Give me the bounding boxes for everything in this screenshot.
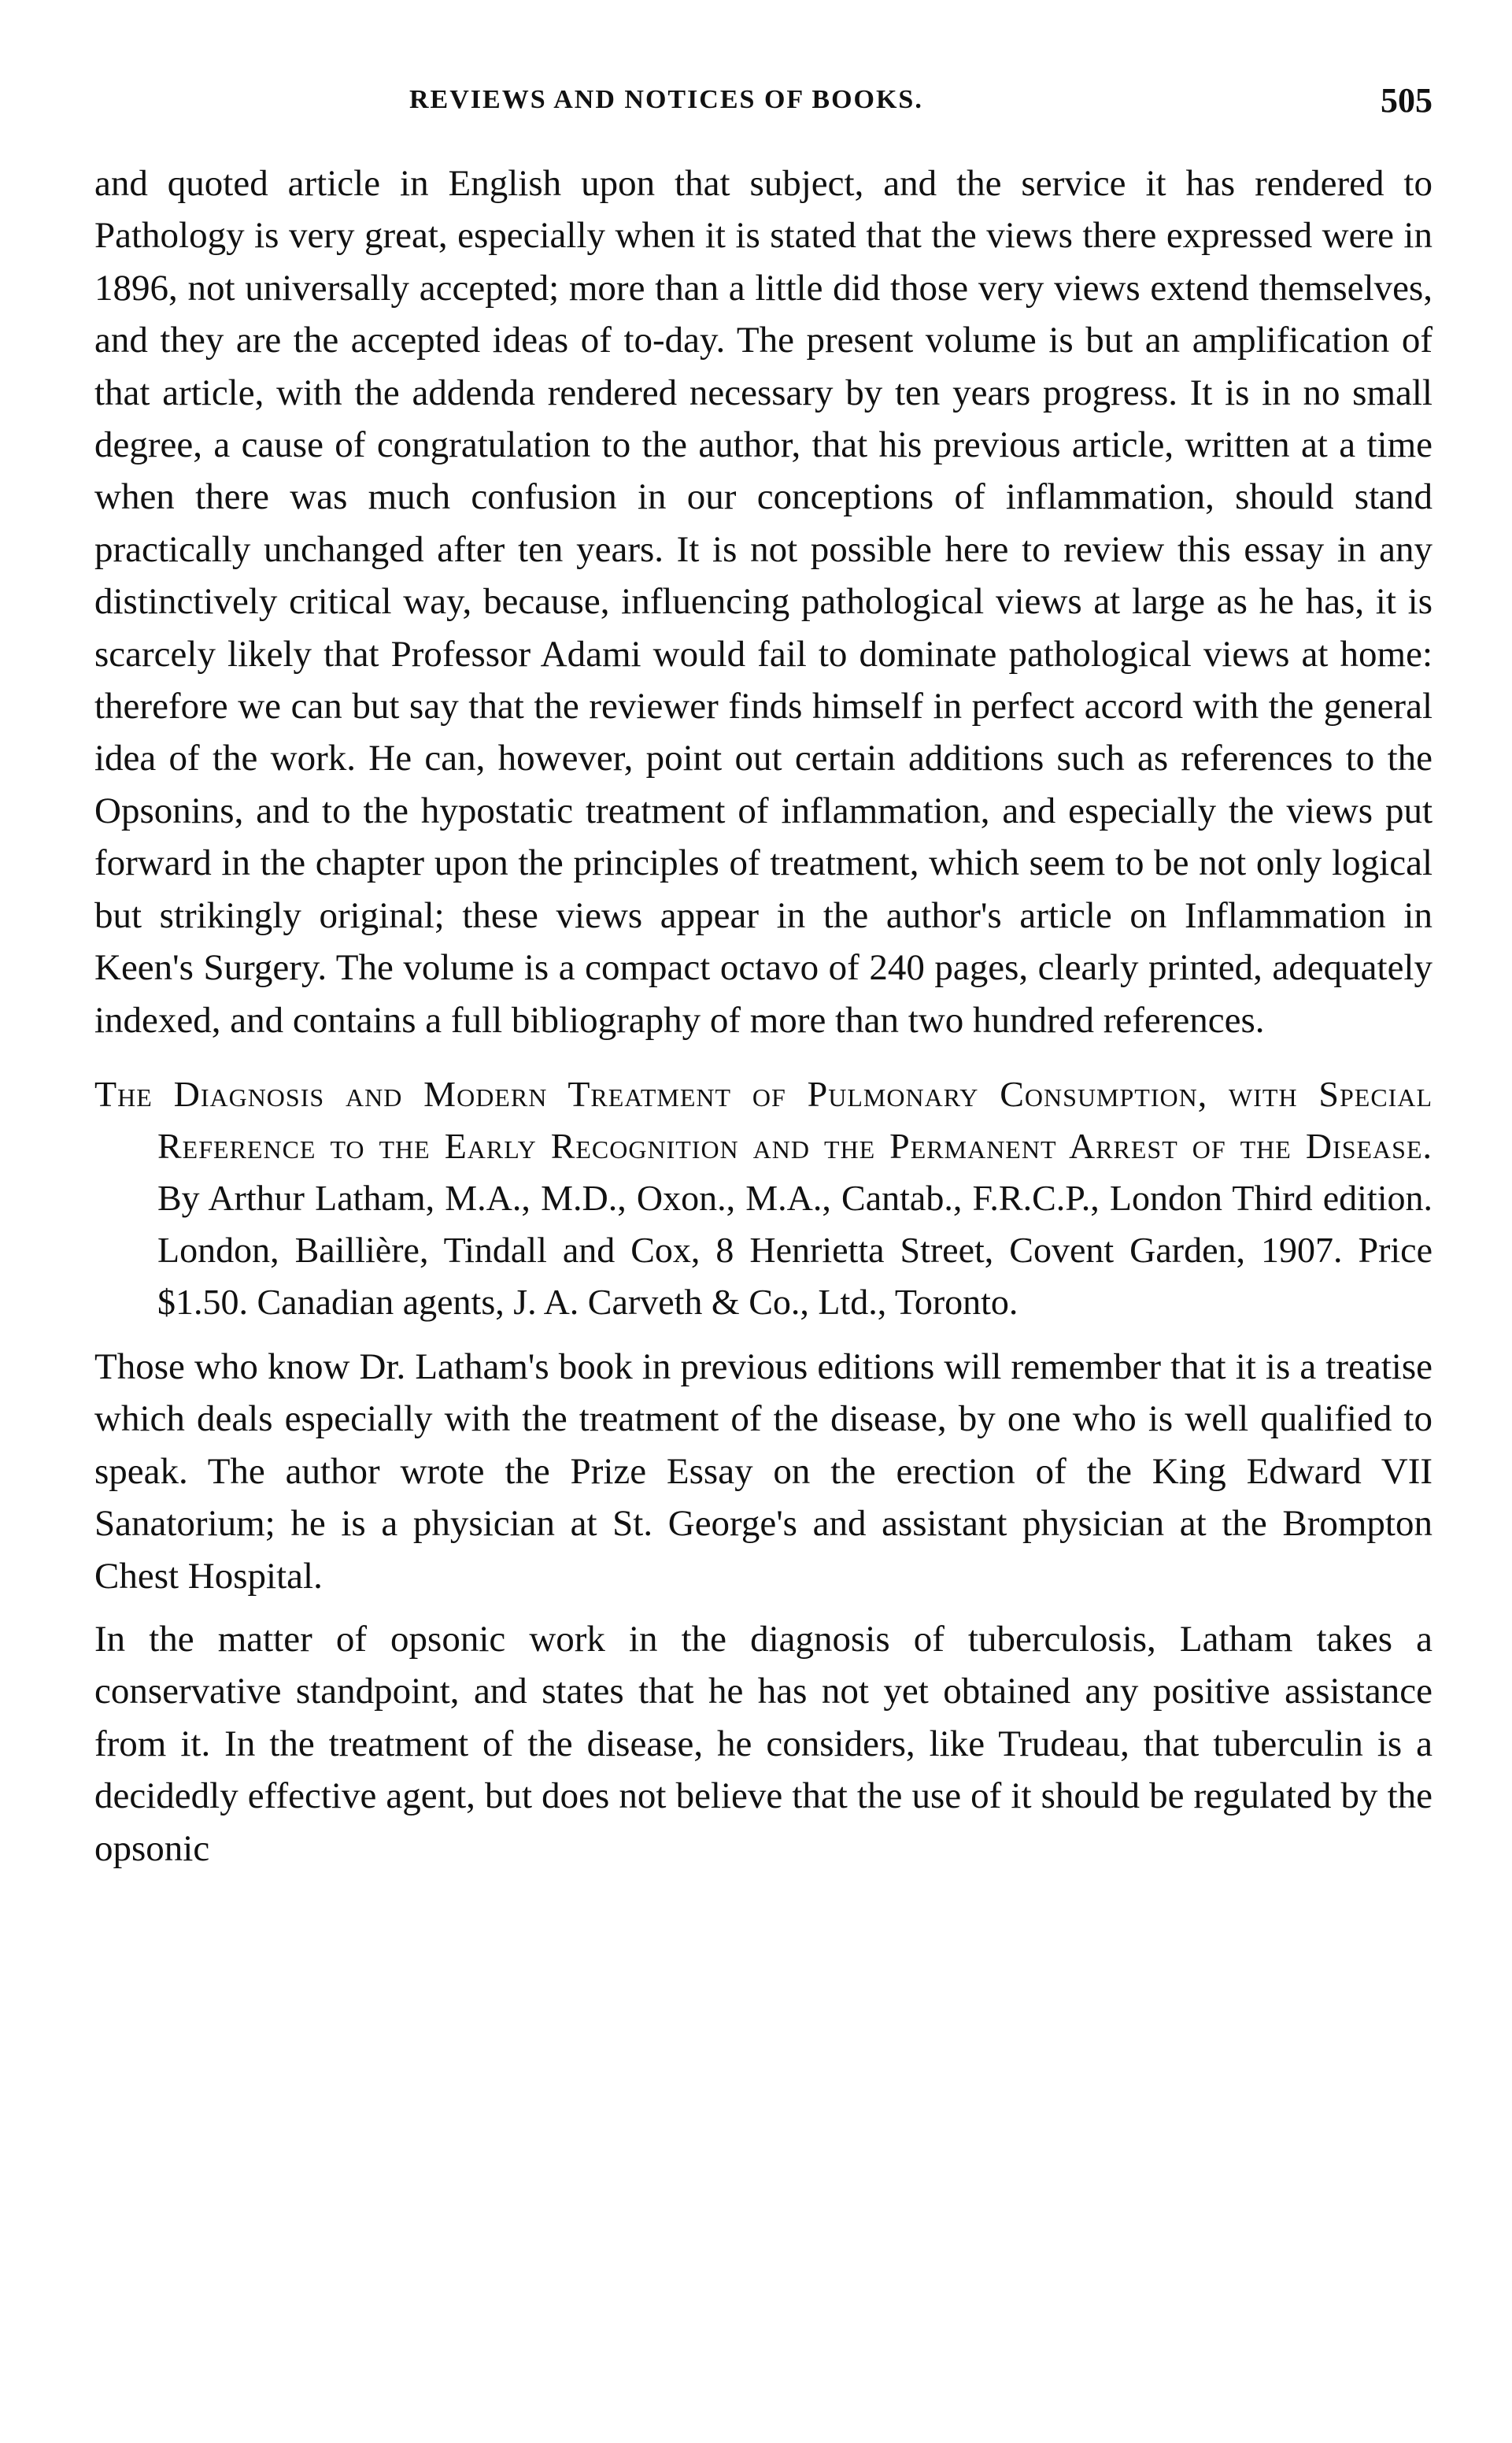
page-body (94, 157, 1433, 1875)
running-title: REVIEWS AND NOTICES OF BOOKS. (409, 85, 923, 114)
book-title: The Diagnosis and Modern Treatment of Pulmonary Consumption, with Special Reference to the Early Recognition and the Permanent Arrest of the Disease. (94, 1073, 1433, 1166)
page-number: 505 (1381, 81, 1433, 120)
book-publication-details: By Arthur Latham, M.A., M.D., Oxon., M.A., Cantab., F.R.C.P., London Third edition. London, Baillière, Tindall and Cox, 8 Henrietta Street, Covent Garden, 1907. Price $1.50. Canadian agents, J. A. Carveth & Co., Ltd., Toronto. (157, 1177, 1433, 1322)
review-paragraph-latham-opsonic: In the matter of opsonic work in the diagnosis of tuberculosis, Latham takes a conservative standpoint, and states that he has not yet obtained any positive assistance from it. In the treatment of the disease, he considers, like Trudeau, that tuberculin is a decidedly effective agent, but does not believe that the use of it should be regulated by the opsonic (94, 1618, 1433, 1869)
running-head (94, 81, 1433, 132)
book-citation-heading (94, 1068, 1433, 1328)
review-paragraph-latham-intro: Those who know Dr. Latham's book in previous editions will remember that it is a treatise which deals especially with the treatment of the disease, by one who is well qualified to speak. The author wrote the Prize Essay on the erection of the King Edward VII Sanatorium; he is a physician at St. George's and assistant physician at the Brompton Chest Hospital. (94, 1346, 1433, 1597)
review-paragraph-adami-continued: and quoted article in English upon that subject, and the service it has rendered to Pathology is very great, especially when it is stated that the views there expressed were in 1896, not universally accepted; more than a little did those very views extend themselves, and they are the accepted ideas of to-day. The present volume is but an amplification of that article, with the addenda rendered necessary by ten years progress. It is in no small degree, a cause of congratulation to the author, that his previous article, written at a time when there was much confusion in our conceptions of inflammation, should stand practically unchanged after ten years. It is not possible here to review this essay in any distinctively critical way, because, influencing pathological views at large as he has, it is scarcely likely that Professor Adami would fail to dominate pathological views at home: therefore we can but say that the reviewer finds himself in perfect accord with the general idea of the work. He can, however, point out certain additions such as references to the Opsonins, and to the hypostatic treatment of inflammation, and especially the views put forward in the chapter upon the principles of treatment, which seem to be not only logical but strikingly original; these views appear in the author's article on Inflammation in Keen's Surgery. The volume is a compact octavo of 240 pages, clearly printed, adequately indexed, and contains a full bibliography of more than two hundred references. (94, 163, 1433, 1041)
